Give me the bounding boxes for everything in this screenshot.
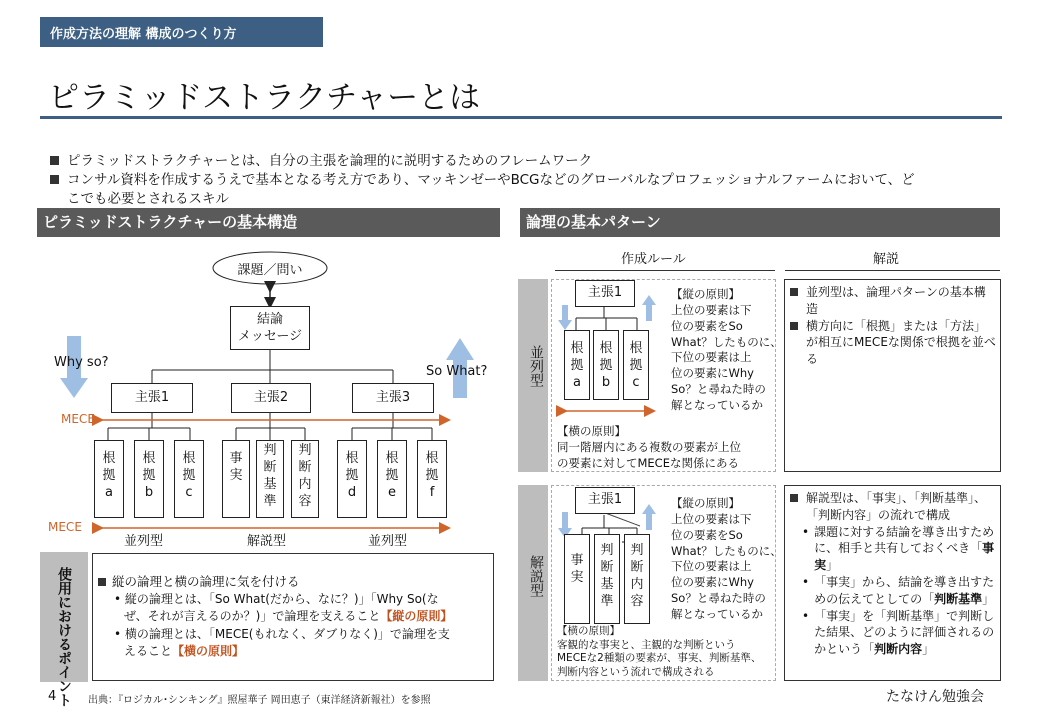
issue-text: 課題／問い — [237, 263, 303, 278]
usage-sub-2-cont: えること【横の原則】 — [124, 644, 245, 658]
evidence-box-f: 根 拠 f — [417, 440, 447, 518]
evidence-box-e: 根 拠 e — [377, 440, 407, 518]
mece-label-top: MECE — [61, 412, 95, 426]
explain-vertical-rule: 【縦の原則】 上位の要素は下 位の要素をSo What？したものに、 下位の要素は上 位の要素にWhy So？と尋ねた時の 解となっているか — [671, 496, 782, 622]
evidence-box-c: 根 拠 c — [174, 440, 204, 518]
org-name: たなけん勉強会 — [886, 689, 984, 705]
square-bullet-icon — [790, 322, 798, 330]
right-section-header: 論理の基本パターン — [520, 208, 1000, 237]
claim-box-1: 主張1 — [111, 383, 193, 413]
usage-sub-2: • 横の論理とは、「MECE(もれなく、ダブりなく)」で論理を支 — [114, 627, 450, 641]
usage-sub-1: • 縦の論理とは、「So What(だから、なに？)」「Why So(な — [114, 592, 439, 606]
explain-fact: 事 実 — [564, 534, 590, 624]
section-tag-text: 作成方法の理解 構成のつくり方 — [50, 27, 237, 42]
page-number: 4 — [48, 689, 57, 704]
pattern-claim-parallel: 主張1 — [575, 280, 635, 307]
usage-label: 使用におけるポイント — [56, 567, 72, 707]
parallel-explain-b1: 並列型は、論理パターンの基本構造 横方向に「根拠」または「方法」が相互にMECEな関係で根拠を並べる — [790, 284, 996, 368]
row-label-explain: 解説型 — [528, 555, 544, 597]
square-bullet-icon — [790, 288, 798, 296]
explain-judgment: 判 断 内 容 — [624, 534, 650, 624]
group-label-parallel-2: 並列型 — [368, 534, 408, 549]
fact-box: 事 実 — [222, 440, 250, 518]
explain-horizontal-rule: 【横の原則】 客観的な事実と、主観的な判断という MECEな2種類の要素が、事実、判断基準、 判断内容という流れで構成される — [557, 625, 762, 678]
explain-explain-text: 解説型は、「事実」、「判断基準」、「判断内容」の流れで構成 • 課題に対する結論を導き出すために、相手と共有しておくべき「事実」 • 「事実」から、結論を導き出すための伝えてとしての「判断基準」 • 「事実」を「判断基準」で判断した結果、どのように評価されるのかという「判断内容」 — [790, 490, 998, 658]
intro-bullet-2-cont: こでも必要とされるスキル — [67, 191, 229, 207]
intro-bullet-2: コンサル資料を作成するうえで基本となる考え方であり、マッキンゼーやBCGなどのグローバルなプロフェッショナルファームにおいて、ど — [50, 168, 1000, 188]
criteria-box: 判 断 基 準 — [256, 440, 284, 518]
evidence-box-b: 根 拠 b — [134, 440, 164, 518]
col-header-explain: 解説 — [873, 252, 900, 267]
left-section-header: ピラミッドストラクチャーの基本構造 — [37, 208, 500, 237]
evidence-box-a: 根 拠 a — [94, 440, 124, 518]
pattern-claim-explain: 主張1 — [575, 487, 635, 514]
group-label-explain: 解説型 — [247, 534, 287, 549]
mece-label-bottom: MECE — [48, 520, 82, 534]
judgment-box: 判 断 内 容 — [291, 440, 319, 518]
parallel-vertical-rule: 【縦の原則】 上位の要素は下 位の要素をSo What？したものに、 下位の要素は上 位の要素にWhy So？と尋ねた時の 解となっているか — [671, 287, 782, 413]
usage-sub-1-cont: ぜ、それが言えるのか？)」で論理を支えること【縦の原則】 — [124, 609, 453, 623]
why-so-label: Why so? — [54, 355, 109, 370]
col-header-rule: 作成ルール — [621, 252, 686, 267]
square-bullet-icon — [790, 494, 798, 502]
parallel-evidence-b: 根 拠 b — [593, 330, 619, 400]
page-title: ピラミッドストラクチャーとは — [48, 80, 481, 116]
row-label-parallel: 並列型 — [528, 345, 544, 387]
usage-bullet: 縦の論理と横の論理に気を付ける — [98, 573, 300, 591]
parallel-evidence-a: 根 拠 a — [564, 330, 590, 400]
parallel-horizontal-rule: 【横の原則】 同一階層内にある複数の要素が上位 の要素に対してMECEな関係にある — [557, 424, 741, 470]
evidence-box-d: 根 拠 d — [337, 440, 367, 518]
claim-box-3: 主張3 — [352, 383, 434, 413]
so-what-label: So What? — [426, 364, 488, 379]
intro-bullet-1: ピラミッドストラクチャーとは、自分の主張を論理的に説明するためのフレームワーク — [50, 149, 592, 169]
claim-box-2: 主張2 — [231, 383, 311, 413]
source-note: 出典：『ロジカル･シンキング』照屋華子 岡田恵子（東洋経済新報社）を参照 — [88, 695, 431, 706]
parallel-evidence-c: 根 拠 c — [623, 330, 649, 400]
group-label-parallel-1: 並列型 — [124, 534, 164, 549]
explain-criteria: 判 断 基 準 — [594, 534, 620, 624]
conclusion-box: 結論 メッセージ — [230, 306, 310, 350]
